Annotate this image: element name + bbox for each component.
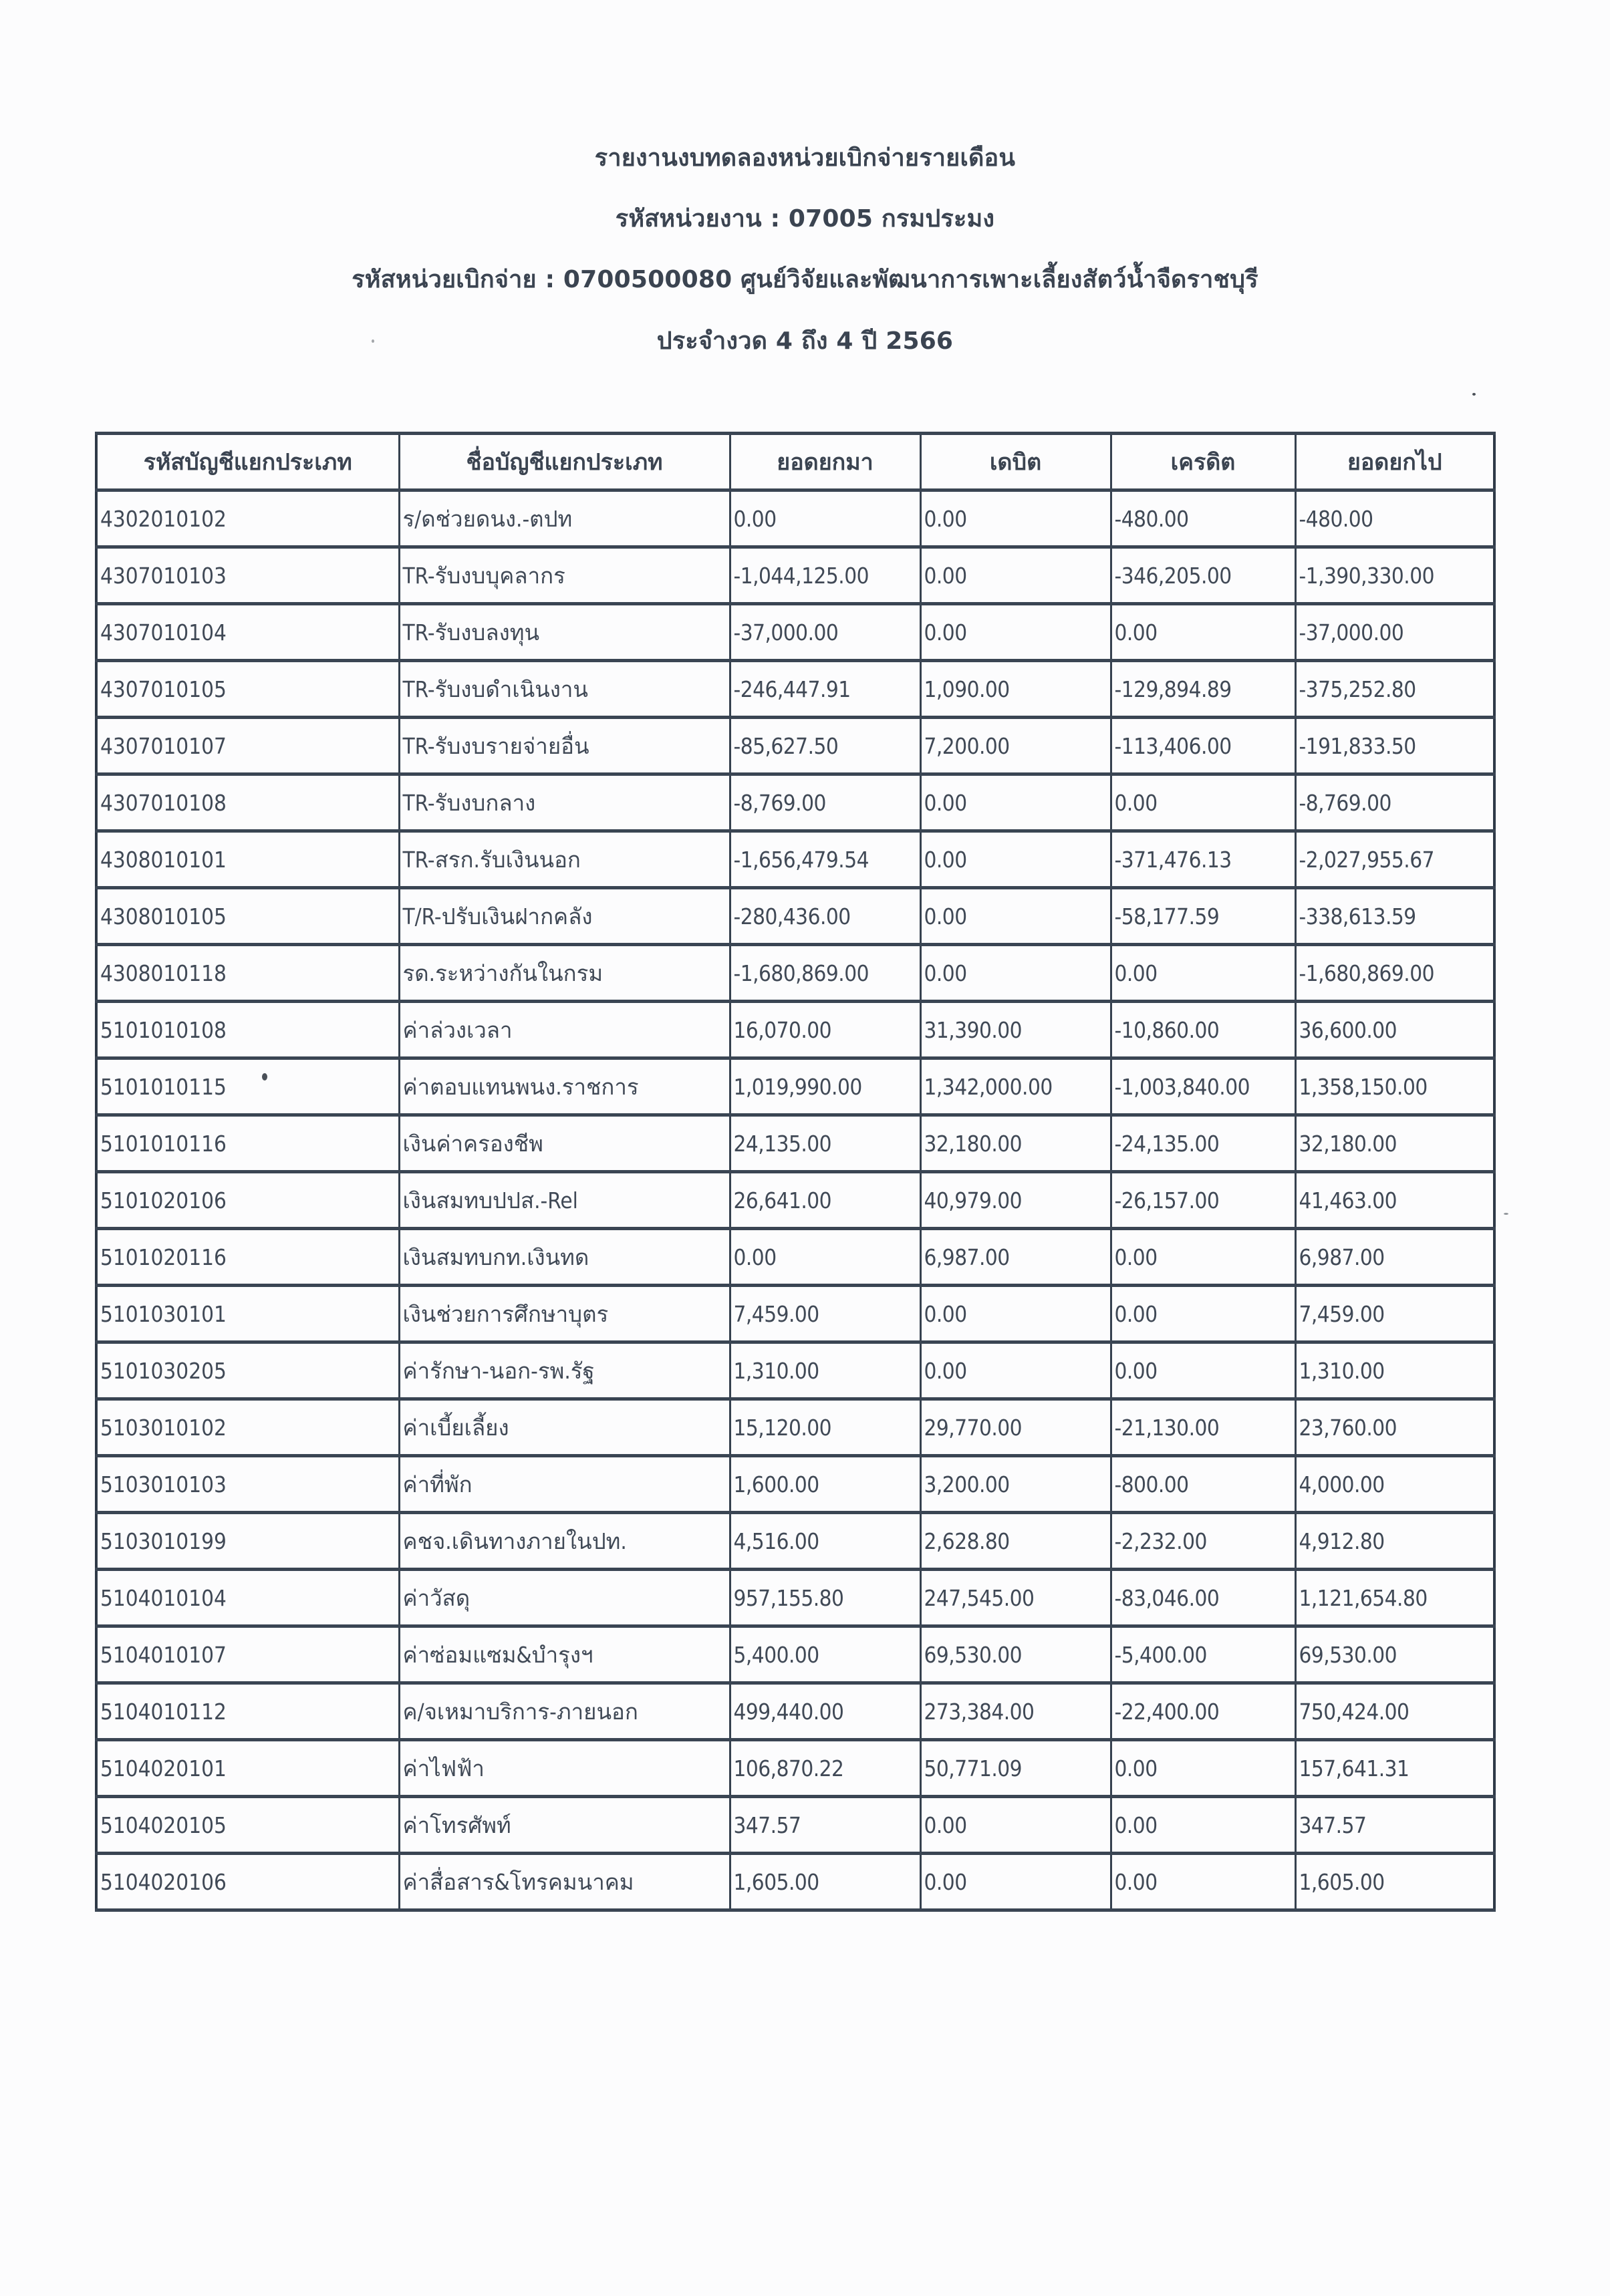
closing-balance-cell: 1,358,150.00 — [1295, 1058, 1494, 1115]
account-code-cell: 4308010105 — [96, 888, 399, 945]
credit-cell: 0.00 — [1111, 1740, 1295, 1797]
credit-cell: 0.00 — [1111, 604, 1295, 661]
credit-cell: 0.00 — [1111, 945, 1295, 1002]
account-name-cell: TR-สรก.รับเงินนอก — [399, 831, 730, 888]
opening-balance-cell: -8,769.00 — [730, 774, 920, 831]
table-row — [96, 1002, 1494, 1058]
debit-cell: 6,987.00 — [920, 1229, 1111, 1286]
table-row — [96, 1513, 1494, 1570]
opening-balance-cell: -85,627.50 — [730, 718, 920, 774]
debit-cell: 0.00 — [920, 831, 1111, 888]
scan-speck — [1472, 393, 1476, 396]
opening-balance-cell: -246,447.91 — [730, 661, 920, 718]
account-name-cell: เงินสมทบปปส.-Rel — [399, 1172, 730, 1229]
closing-balance-cell: 32,180.00 — [1295, 1115, 1494, 1172]
account-name-cell: T/R-ปรับเงินฝากคลัง — [399, 888, 730, 945]
account-name-cell: TR-รับงบบุคลากร — [399, 547, 730, 604]
credit-cell: -1,003,840.00 — [1111, 1058, 1295, 1115]
account-code-cell: 5101010108 — [96, 1002, 399, 1058]
closing-balance-cell: -37,000.00 — [1295, 604, 1494, 661]
table-row — [96, 945, 1494, 1002]
credit-cell: 0.00 — [1111, 1797, 1295, 1854]
closing-balance-cell: -2,027,955.67 — [1295, 831, 1494, 888]
account-name-cell: คชจ.เดินทางภายในปท. — [399, 1513, 730, 1570]
opening-balance-cell: -280,436.00 — [730, 888, 920, 945]
account-code-cell: 5104010107 — [96, 1626, 399, 1683]
closing-balance-cell: 1,605.00 — [1295, 1854, 1494, 1910]
debit-cell: 40,979.00 — [920, 1172, 1111, 1229]
closing-balance-cell: -1,680,869.00 — [1295, 945, 1494, 1002]
account-name-cell: ค่าตอบแทนพนง.ราชการ — [399, 1058, 730, 1115]
opening-balance-cell: -1,680,869.00 — [730, 945, 920, 1002]
opening-balance-cell: 1,600.00 — [730, 1456, 920, 1513]
debit-cell: 0.00 — [920, 604, 1111, 661]
opening-balance-cell: 15,120.00 — [730, 1399, 920, 1456]
closing-balance-cell: 347.57 — [1295, 1797, 1494, 1854]
table-row — [96, 1626, 1494, 1683]
opening-balance-cell: 0.00 — [730, 490, 920, 547]
table-row — [96, 1570, 1494, 1626]
account-name-cell: ค่าล่วงเวลา — [399, 1002, 730, 1058]
column-header-debit: เดบิต — [920, 434, 1111, 490]
account-code-cell: 5103010103 — [96, 1456, 399, 1513]
table-row — [96, 1456, 1494, 1513]
credit-cell: -24,135.00 — [1111, 1115, 1295, 1172]
closing-balance-cell: 41,463.00 — [1295, 1172, 1494, 1229]
opening-balance-cell: 106,870.22 — [730, 1740, 920, 1797]
account-code-cell: 5101010115 — [96, 1058, 399, 1115]
account-name-cell: เงินค่าครองชีพ — [399, 1115, 730, 1172]
debit-cell: 3,200.00 — [920, 1456, 1111, 1513]
opening-balance-cell: 1,310.00 — [730, 1342, 920, 1399]
opening-balance-cell: 5,400.00 — [730, 1626, 920, 1683]
table-row — [96, 547, 1494, 604]
period-line: ประจำงวด 4 ถึง 4 ปี 2566 — [656, 327, 954, 355]
debit-cell: 32,180.00 — [920, 1115, 1111, 1172]
account-name-cell: ค/จเหมาบริการ-ภายนอก — [399, 1683, 730, 1740]
report-title: รายงานงบทดลองหน่วยเบิกจ่ายรายเดือน — [594, 144, 1016, 172]
table-row — [96, 1740, 1494, 1797]
opening-balance-cell: 1,019,990.00 — [730, 1058, 920, 1115]
closing-balance-cell: 4,000.00 — [1295, 1456, 1494, 1513]
opening-balance-cell: -1,044,125.00 — [730, 547, 920, 604]
table-header-row — [96, 434, 1494, 490]
closing-balance-cell: -338,613.59 — [1295, 888, 1494, 945]
opening-balance-cell: 347.57 — [730, 1797, 920, 1854]
column-header-credit: เครดิต — [1111, 434, 1295, 490]
debit-cell: 0.00 — [920, 888, 1111, 945]
account-code-cell: 5104020101 — [96, 1740, 399, 1797]
table-row — [96, 604, 1494, 661]
closing-balance-cell: 1,121,654.80 — [1295, 1570, 1494, 1626]
column-header-opening-balance: ยอดยกมา — [730, 434, 920, 490]
account-code-cell: 4307010104 — [96, 604, 399, 661]
opening-balance-cell: 7,459.00 — [730, 1286, 920, 1342]
table-row — [96, 661, 1494, 718]
account-code-cell: 5101030101 — [96, 1286, 399, 1342]
opening-balance-cell: 1,605.00 — [730, 1854, 920, 1910]
debit-cell: 0.00 — [920, 1286, 1111, 1342]
credit-cell: -113,406.00 — [1111, 718, 1295, 774]
debit-cell: 1,342,000.00 — [920, 1058, 1111, 1115]
account-code-cell: 4302010102 — [96, 490, 399, 547]
credit-cell: -129,894.89 — [1111, 661, 1295, 718]
account-name-cell: ค่ารักษา-นอก-รพ.รัฐ — [399, 1342, 730, 1399]
account-code-cell: 4307010107 — [96, 718, 399, 774]
disbursing-unit-line: รหัสหน่วยเบิกจ่าย : 0700500080 ศูนย์วิจัยและพัฒนาการเพาะเลี้ยงสัตว์น้ำจืดราชบุรี — [352, 266, 1258, 293]
debit-cell: 31,390.00 — [920, 1002, 1111, 1058]
account-code-cell: 5104010112 — [96, 1683, 399, 1740]
table-row — [96, 1683, 1494, 1740]
account-name-cell: เงินสมทบกท.เงินทด — [399, 1229, 730, 1286]
scan-speck — [372, 339, 374, 343]
closing-balance-cell: 69,530.00 — [1295, 1626, 1494, 1683]
column-header-account-name: ชื่อบัญชีแยกประเภท — [399, 434, 730, 490]
opening-balance-cell: 4,516.00 — [730, 1513, 920, 1570]
account-code-cell: 5101020106 — [96, 1172, 399, 1229]
table-row — [96, 1172, 1494, 1229]
table-row — [96, 490, 1494, 547]
credit-cell: -2,232.00 — [1111, 1513, 1295, 1570]
closing-balance-cell: -375,252.80 — [1295, 661, 1494, 718]
opening-balance-cell: -37,000.00 — [730, 604, 920, 661]
table-row — [96, 1854, 1494, 1910]
credit-cell: -21,130.00 — [1111, 1399, 1295, 1456]
debit-cell: 0.00 — [920, 945, 1111, 1002]
closing-balance-cell: -191,833.50 — [1295, 718, 1494, 774]
opening-balance-cell: 499,440.00 — [730, 1683, 920, 1740]
closing-balance-cell: 1,310.00 — [1295, 1342, 1494, 1399]
closing-balance-cell: 157,641.31 — [1295, 1740, 1494, 1797]
closing-balance-cell: 750,424.00 — [1295, 1683, 1494, 1740]
credit-cell: -22,400.00 — [1111, 1683, 1295, 1740]
credit-cell: 0.00 — [1111, 1342, 1295, 1399]
closing-balance-cell: -8,769.00 — [1295, 774, 1494, 831]
debit-cell: 7,200.00 — [920, 718, 1111, 774]
closing-balance-cell: 36,600.00 — [1295, 1002, 1494, 1058]
debit-cell: 0.00 — [920, 1797, 1111, 1854]
debit-cell: 2,628.80 — [920, 1513, 1111, 1570]
table-row — [96, 888, 1494, 945]
closing-balance-cell: 23,760.00 — [1295, 1399, 1494, 1456]
table-row — [96, 1342, 1494, 1399]
table-row — [96, 1058, 1494, 1115]
account-name-cell: ร/ดช่วยดนง.-ตปท — [399, 490, 730, 547]
account-code-cell: 5101010116 — [96, 1115, 399, 1172]
closing-balance-cell: 4,912.80 — [1295, 1513, 1494, 1570]
credit-cell: -346,205.00 — [1111, 547, 1295, 604]
credit-cell: 0.00 — [1111, 774, 1295, 831]
credit-cell: -480.00 — [1111, 490, 1295, 547]
column-header-account-code: รหัสบัญชีแยกประเภท — [96, 434, 399, 490]
debit-cell: 273,384.00 — [920, 1683, 1111, 1740]
credit-cell: 0.00 — [1111, 1854, 1295, 1910]
closing-balance-cell: -480.00 — [1295, 490, 1494, 547]
scan-speck — [262, 1073, 267, 1081]
account-code-cell: 4308010118 — [96, 945, 399, 1002]
opening-balance-cell: 16,070.00 — [730, 1002, 920, 1058]
closing-balance-cell: 7,459.00 — [1295, 1286, 1494, 1342]
debit-cell: 0.00 — [920, 774, 1111, 831]
account-name-cell: ค่าโทรศัพท์ — [399, 1797, 730, 1854]
account-code-cell: 5104010104 — [96, 1570, 399, 1626]
table-row — [96, 1399, 1494, 1456]
account-name-cell: เงินช่วยการศึกษาบุตร — [399, 1286, 730, 1342]
account-name-cell: ค่าซ่อมแซม&บำรุงฯ — [399, 1626, 730, 1683]
table-body — [96, 490, 1494, 1910]
credit-cell: -800.00 — [1111, 1456, 1295, 1513]
account-code-cell: 5103010102 — [96, 1399, 399, 1456]
closing-balance-cell: 6,987.00 — [1295, 1229, 1494, 1286]
opening-balance-cell: 957,155.80 — [730, 1570, 920, 1626]
debit-cell: 29,770.00 — [920, 1399, 1111, 1456]
account-code-cell: 5104020106 — [96, 1854, 399, 1910]
opening-balance-cell: 24,135.00 — [730, 1115, 920, 1172]
account-name-cell: ค่าที่พัก — [399, 1456, 730, 1513]
account-name-cell: TR-รับงบลงทุน — [399, 604, 730, 661]
debit-cell: 0.00 — [920, 547, 1111, 604]
account-code-cell: 4307010108 — [96, 774, 399, 831]
table-row — [96, 718, 1494, 774]
opening-balance-cell: -1,656,479.54 — [730, 831, 920, 888]
table-row — [96, 1115, 1494, 1172]
debit-cell: 0.00 — [920, 1854, 1111, 1910]
account-name-cell: TR-รับงบรายจ่ายอื่น — [399, 718, 730, 774]
table-row — [96, 1797, 1494, 1854]
account-name-cell: TR-รับงบดำเนินงาน — [399, 661, 730, 718]
account-code-cell: 5104020105 — [96, 1797, 399, 1854]
account-name-cell: ค่าสื่อสาร&โทรคมนาคม — [399, 1854, 730, 1910]
trial-balance-table — [95, 432, 1496, 1912]
agency-code-line: รหัสหน่วยงาน : 07005 กรมประมง — [615, 205, 995, 233]
scan-speck — [1504, 1213, 1508, 1215]
debit-cell: 50,771.09 — [920, 1740, 1111, 1797]
credit-cell: -10,860.00 — [1111, 1002, 1295, 1058]
account-code-cell: 4307010105 — [96, 661, 399, 718]
opening-balance-cell: 26,641.00 — [730, 1172, 920, 1229]
account-name-cell: ค่าวัสดุ — [399, 1570, 730, 1626]
credit-cell: 0.00 — [1111, 1286, 1295, 1342]
account-code-cell: 5101020116 — [96, 1229, 399, 1286]
table-row — [96, 831, 1494, 888]
account-name-cell: TR-รับงบกลาง — [399, 774, 730, 831]
credit-cell: -5,400.00 — [1111, 1626, 1295, 1683]
table-row — [96, 1229, 1494, 1286]
credit-cell: -83,046.00 — [1111, 1570, 1295, 1626]
debit-cell: 0.00 — [920, 1342, 1111, 1399]
debit-cell: 247,545.00 — [920, 1570, 1111, 1626]
table-row — [96, 774, 1494, 831]
credit-cell: -371,476.13 — [1111, 831, 1295, 888]
credit-cell: -58,177.59 — [1111, 888, 1295, 945]
account-code-cell: 4307010103 — [96, 547, 399, 604]
table-row — [96, 1286, 1494, 1342]
debit-cell: 0.00 — [920, 490, 1111, 547]
account-code-cell: 5103010199 — [96, 1513, 399, 1570]
credit-cell: -26,157.00 — [1111, 1172, 1295, 1229]
account-name-cell: ค่าไฟฟ้า — [399, 1740, 730, 1797]
account-name-cell: ค่าเบี้ยเลี้ยง — [399, 1399, 730, 1456]
debit-cell: 1,090.00 — [920, 661, 1111, 718]
column-header-closing-balance: ยอดยกไป — [1295, 434, 1494, 490]
closing-balance-cell: -1,390,330.00 — [1295, 547, 1494, 604]
opening-balance-cell: 0.00 — [730, 1229, 920, 1286]
account-code-cell: 4308010101 — [96, 831, 399, 888]
account-code-cell: 5101030205 — [96, 1342, 399, 1399]
credit-cell: 0.00 — [1111, 1229, 1295, 1286]
account-name-cell: รด.ระหว่างกันในกรม — [399, 945, 730, 1002]
debit-cell: 69,530.00 — [920, 1626, 1111, 1683]
